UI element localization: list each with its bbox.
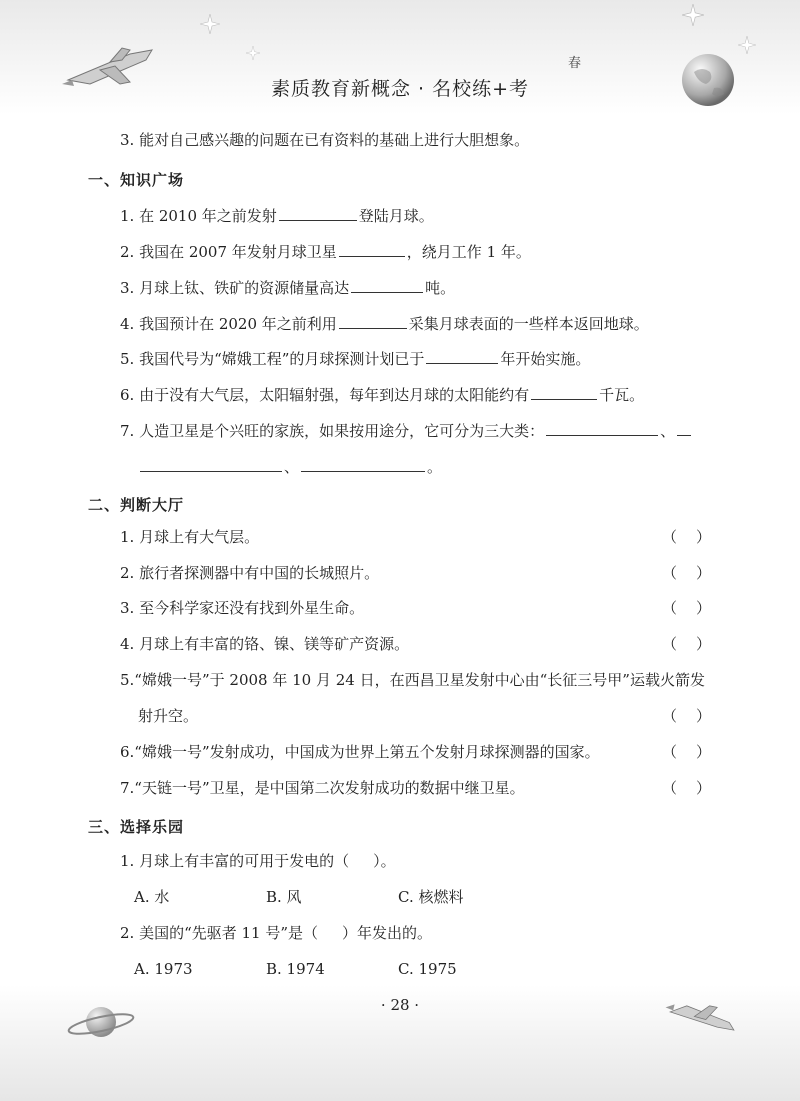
answer-blank[interactable] <box>279 204 357 221</box>
fill-question-4: 4. 我国预计在 2020 年之前利用 采集月球表面的一些样本返回地球。 <box>120 312 649 334</box>
choice-option-b[interactable]: B. 风 <box>266 888 302 906</box>
judge-item-7: 7.“天链一号”卫星，是中国第二次发射成功的数据中继卫星。 <box>120 779 525 797</box>
answer-blank[interactable] <box>339 312 407 329</box>
judge-item-2: 2. 旅行者探测器中有中国的长城照片。 <box>120 564 380 582</box>
page-number: · 28 · <box>380 996 420 1014</box>
header-title: 素质教育新概念 · 名校练+考 <box>270 78 530 100</box>
learning-goal-3: 3. 能对自己感兴趣的问题在已有资料的基础上进行大胆想象。 <box>120 131 530 149</box>
judge-item-5: 5.“嫦娥一号”于 2008 年 10 月 24 日，在西昌卫星发射中心由“长征三号甲”运载火箭发 <box>120 671 705 689</box>
judge-item-5-continued: 射升空。 <box>138 707 199 725</box>
judge-item-4: 4. 月球上有丰富的铬、镍、镁等矿产资源。 <box>120 635 410 653</box>
answer-blank[interactable] <box>531 383 597 400</box>
answer-blank[interactable] <box>140 455 282 472</box>
answer-parentheses[interactable]: （ ） <box>662 707 712 725</box>
fill-question-5: 5. 我国代号为“嫦娥工程”的月球探测计划已于 年开始实施。 <box>120 347 590 369</box>
answer-blank[interactable] <box>426 347 498 364</box>
answer-parentheses[interactable]: （ ） <box>662 779 712 797</box>
judge-item-1: 1. 月球上有大气层。 <box>120 528 260 546</box>
section-title-choice: 三、选择乐园 <box>88 818 185 836</box>
choice-option-c[interactable]: C. 核燃料 <box>398 888 464 906</box>
fill-question-3: 3. 月球上钛、铁矿的资源储量高达 吨。 <box>120 276 455 298</box>
answer-blank[interactable] <box>339 240 405 257</box>
choice-question-2: 2. 美国的“先驱者 11 号”是（ ）年发出的。 <box>120 924 433 942</box>
star-icon <box>200 14 220 34</box>
choice-option-c[interactable]: C. 1975 <box>398 960 457 978</box>
section-title-knowledge: 一、知识广场 <box>88 171 185 189</box>
fill-question-2: 2. 我国在 2007 年发射月球卫星 ，绕月工作 1 年。 <box>120 240 531 262</box>
space-shuttle-icon <box>664 996 740 1040</box>
section-title-judgement: 二、判断大厅 <box>88 496 185 514</box>
season-tag: 春 <box>568 56 582 71</box>
star-icon <box>246 46 260 60</box>
answer-blank[interactable] <box>546 419 658 436</box>
fill-question-7: 7. 人造卫星是个兴旺的家族，如果按用途分，它可分为三大类： 、 <box>120 419 693 441</box>
answer-parentheses[interactable]: （ ） <box>662 564 712 582</box>
answer-parentheses[interactable]: （ ） <box>662 599 712 617</box>
choice-option-b[interactable]: B. 1974 <box>266 960 325 978</box>
answer-blank[interactable] <box>351 276 423 293</box>
answer-parentheses[interactable]: （ ） <box>662 528 712 546</box>
choice-option-a[interactable]: A. 水 <box>134 888 170 906</box>
answer-blank[interactable] <box>677 419 691 436</box>
judge-item-3: 3. 至今科学家还没有找到外星生命。 <box>120 599 365 617</box>
judge-item-6: 6.“嫦娥一号”发射成功，中国成为世界上第五个发射月球探测器的国家。 <box>120 743 600 761</box>
answer-parentheses[interactable]: （ ） <box>662 635 712 653</box>
choice-question-1: 1. 月球上有丰富的可用于发电的（ ）。 <box>120 852 396 870</box>
fill-question-1: 1. 在 2010 年之前发射 登陆月球。 <box>120 204 434 226</box>
answer-blank[interactable] <box>301 455 425 472</box>
answer-parentheses[interactable]: （ ） <box>662 743 712 761</box>
fill-question-7-continued: 、 。 <box>138 455 442 477</box>
fill-question-6: 6. 由于没有大气层，太阳辐射强，每年到达月球的太阳能约有 千瓦。 <box>120 383 644 405</box>
choice-option-a[interactable]: A. 1973 <box>134 960 193 978</box>
star-icon <box>682 4 704 26</box>
star-icon <box>738 36 756 54</box>
